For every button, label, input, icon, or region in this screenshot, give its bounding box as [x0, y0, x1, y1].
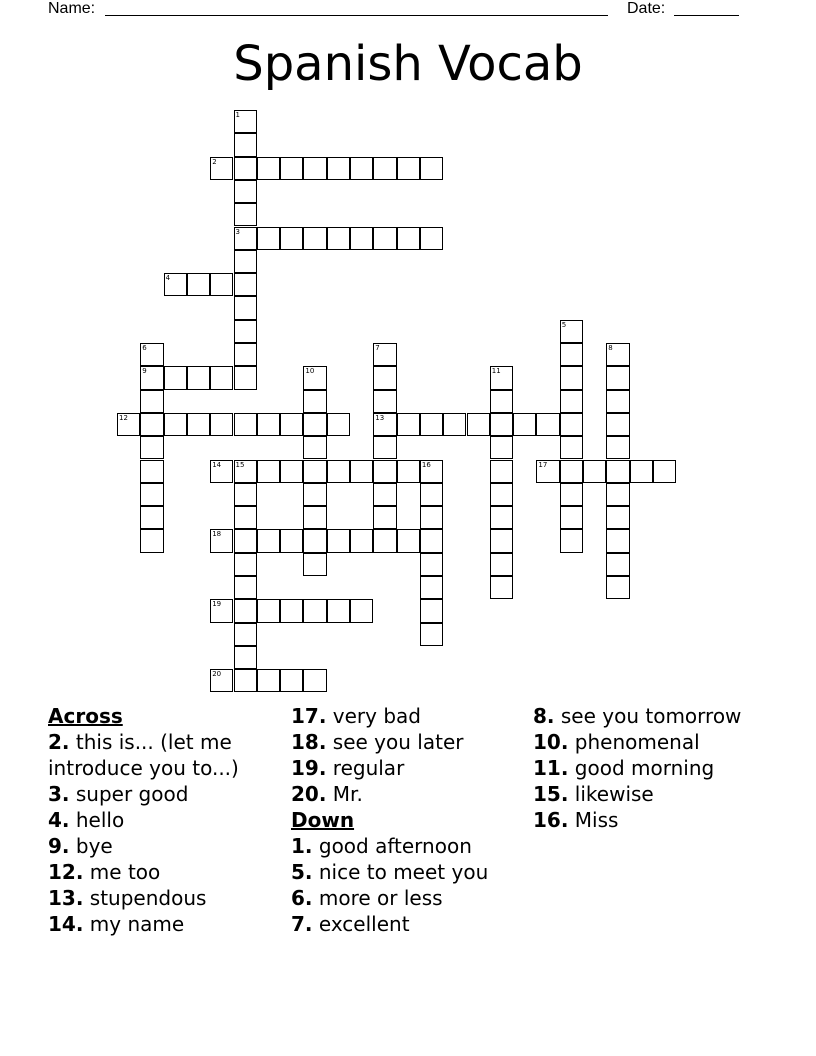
- crossword-cell[interactable]: [373, 343, 396, 366]
- crossword-cell[interactable]: [234, 133, 257, 156]
- crossword-cell[interactable]: [117, 413, 140, 436]
- clue-number: 13: [375, 413, 385, 422]
- crossword-cell[interactable]: [257, 460, 280, 483]
- crossword-cell[interactable]: [187, 366, 210, 389]
- clue-text: phenomenal: [568, 730, 700, 754]
- clue-number: 2: [212, 157, 217, 166]
- crossword-cell[interactable]: [234, 343, 257, 366]
- crossword-cell[interactable]: [164, 413, 187, 436]
- crossword-cell[interactable]: [234, 669, 257, 692]
- crossword-cell[interactable]: [234, 296, 257, 319]
- clue-number: 10: [305, 367, 315, 376]
- crossword-cell[interactable]: [350, 529, 373, 552]
- crossword-cell[interactable]: [373, 436, 396, 459]
- crossword-cell[interactable]: [210, 366, 233, 389]
- crossword-cell[interactable]: [420, 227, 443, 250]
- crossword-cell[interactable]: [234, 483, 257, 506]
- crossword-cell[interactable]: [373, 506, 396, 529]
- crossword-cell[interactable]: [327, 227, 350, 250]
- crossword-cell[interactable]: [606, 366, 629, 389]
- crossword-cell[interactable]: [606, 413, 629, 436]
- crossword-cell[interactable]: [606, 436, 629, 459]
- crossword-cell[interactable]: [164, 366, 187, 389]
- crossword-cell[interactable]: [140, 436, 163, 459]
- clue-text: likewise: [568, 782, 654, 806]
- clue-text: Mr.: [326, 782, 363, 806]
- crossword-cell[interactable]: [234, 599, 257, 622]
- crossword-cell[interactable]: [234, 506, 257, 529]
- crossword-cell[interactable]: [397, 460, 420, 483]
- clue-number-label: 2.: [48, 730, 70, 754]
- crossword-cell[interactable]: [140, 529, 163, 552]
- crossword-cell[interactable]: [280, 599, 303, 622]
- crossword-cell[interactable]: [560, 506, 583, 529]
- crossword-cell[interactable]: [536, 460, 559, 483]
- clue-number-label: 11.: [533, 756, 569, 780]
- crossword-cell[interactable]: [234, 623, 257, 646]
- clue-number: 14: [212, 460, 222, 469]
- crossword-cell[interactable]: [606, 553, 629, 576]
- crossword-cell[interactable]: [140, 413, 163, 436]
- crossword-cell[interactable]: [303, 529, 326, 552]
- crossword-cell[interactable]: [373, 460, 396, 483]
- down-heading: Down: [291, 808, 355, 832]
- crossword-cell[interactable]: [303, 366, 326, 389]
- name-label: Name:: [48, 0, 96, 17]
- crossword-cell[interactable]: [373, 529, 396, 552]
- crossword-cell[interactable]: [187, 413, 210, 436]
- crossword-cell[interactable]: [257, 599, 280, 622]
- crossword-cell[interactable]: [303, 553, 326, 576]
- crossword-cell[interactable]: [257, 529, 280, 552]
- clue-number-label: 6.: [291, 886, 313, 910]
- clue-number: 8: [608, 344, 613, 352]
- clue-number: 4: [165, 274, 171, 283]
- crossword-cell[interactable]: [606, 483, 629, 506]
- clue-item: [291, 729, 536, 755]
- clue-number-label: 10.: [533, 730, 569, 754]
- clue-item: [48, 833, 293, 859]
- clue-item: [291, 885, 536, 911]
- crossword-cell[interactable]: [560, 529, 583, 552]
- crossword-cell[interactable]: [210, 669, 233, 692]
- clue-item: [291, 833, 536, 859]
- clue-text: very bad: [326, 704, 421, 728]
- crossword-cell[interactable]: [560, 483, 583, 506]
- clue-text: regular: [326, 756, 405, 780]
- crossword-cell[interactable]: [630, 460, 653, 483]
- crossword-cell[interactable]: [420, 460, 443, 483]
- crossword-cell[interactable]: [490, 506, 513, 529]
- crossword-cell[interactable]: [583, 460, 606, 483]
- clue-number: 19: [212, 600, 222, 609]
- crossword-cell[interactable]: [234, 180, 257, 203]
- clue-item: [533, 729, 778, 755]
- clue-number: 11: [491, 367, 501, 376]
- crossword-cell[interactable]: [257, 227, 280, 250]
- clue-item: [48, 807, 293, 833]
- crossword-cell[interactable]: [536, 413, 559, 436]
- crossword-cell[interactable]: [257, 413, 280, 436]
- clue-number-label: 20.: [291, 782, 327, 806]
- crossword-cell[interactable]: [420, 576, 443, 599]
- crossword-cell[interactable]: [490, 553, 513, 576]
- clue-number: 9: [142, 367, 147, 376]
- crossword-cell[interactable]: [350, 227, 373, 250]
- crossword-cell[interactable]: [187, 273, 210, 296]
- clue-text: super good: [69, 782, 189, 806]
- clue-text: Miss: [568, 808, 619, 832]
- crossword-cell[interactable]: [490, 390, 513, 413]
- clue-column-3: [533, 703, 778, 833]
- crossword-cell[interactable]: [373, 483, 396, 506]
- crossword-cell[interactable]: [234, 460, 257, 483]
- clue-item: [291, 755, 536, 781]
- crossword-cell[interactable]: [140, 390, 163, 413]
- crossword-cell[interactable]: [140, 506, 163, 529]
- crossword-cell[interactable]: [397, 529, 420, 552]
- crossword-cell[interactable]: [606, 343, 629, 366]
- across-heading: Across: [48, 704, 123, 728]
- clue-item: [533, 703, 778, 729]
- crossword-cell[interactable]: [303, 157, 326, 180]
- crossword-cell[interactable]: [606, 529, 629, 552]
- clue-number-label: 8.: [533, 704, 555, 728]
- crossword-cell[interactable]: [350, 460, 373, 483]
- crossword-cell[interactable]: [280, 460, 303, 483]
- crossword-cell[interactable]: [140, 366, 163, 389]
- crossword-cell[interactable]: [210, 529, 233, 552]
- crossword-cell[interactable]: [327, 413, 350, 436]
- clue-text: see you later: [326, 730, 464, 754]
- crossword-cell[interactable]: [327, 157, 350, 180]
- clue-text: nice to meet you: [312, 860, 489, 884]
- crossword-cell[interactable]: [327, 460, 350, 483]
- date-label: Date:: [627, 0, 666, 17]
- crossword-cell[interactable]: [443, 413, 466, 436]
- crossword-cell[interactable]: [303, 460, 326, 483]
- crossword-cell[interactable]: [373, 366, 396, 389]
- clue-item: [533, 781, 778, 807]
- crossword-cell[interactable]: [373, 413, 396, 436]
- crossword-cell[interactable]: [303, 599, 326, 622]
- crossword-cell[interactable]: [490, 366, 513, 389]
- clue-item: [291, 781, 536, 807]
- crossword-cell[interactable]: [373, 390, 396, 413]
- crossword-cell[interactable]: [606, 390, 629, 413]
- clue-text: more or less: [312, 886, 443, 910]
- clue-item: [533, 807, 778, 833]
- crossword-cell[interactable]: [397, 157, 420, 180]
- crossword-cell[interactable]: [653, 460, 676, 483]
- crossword-cell[interactable]: [234, 553, 257, 576]
- clue-number: 17: [538, 460, 548, 469]
- crossword-cell[interactable]: [327, 599, 350, 622]
- clue-number: 18: [212, 530, 222, 539]
- clue-number-label: 14.: [48, 912, 84, 936]
- crossword-cell[interactable]: [234, 157, 257, 180]
- clue-number: 5: [561, 320, 567, 329]
- clue-number-label: 7.: [291, 912, 313, 936]
- clue-number: 6: [142, 344, 147, 352]
- clue-item: [48, 911, 293, 937]
- crossword-cell[interactable]: [420, 157, 443, 180]
- crossword-cell[interactable]: [560, 390, 583, 413]
- crossword-cell[interactable]: [490, 413, 513, 436]
- crossword-cell[interactable]: [257, 157, 280, 180]
- crossword-cell[interactable]: [420, 599, 443, 622]
- crossword-cell[interactable]: [373, 227, 396, 250]
- crossword-cell[interactable]: [327, 529, 350, 552]
- crossword-cell[interactable]: [560, 366, 583, 389]
- clue-number-label: 12.: [48, 860, 84, 884]
- crossword-cell[interactable]: [490, 576, 513, 599]
- clue-number-label: 16.: [533, 808, 569, 832]
- crossword-cell[interactable]: [560, 343, 583, 366]
- crossword-cell[interactable]: [234, 110, 257, 133]
- crossword-cell[interactable]: [164, 273, 187, 296]
- crossword-cell[interactable]: [420, 413, 443, 436]
- crossword-cell[interactable]: [234, 273, 257, 296]
- clue-number-label: 17.: [291, 704, 327, 728]
- crossword-cell[interactable]: [560, 436, 583, 459]
- crossword-cell[interactable]: [467, 413, 490, 436]
- clue-number-label: 1.: [291, 834, 313, 858]
- clue-number: 3: [235, 227, 240, 236]
- crossword-cell[interactable]: [234, 250, 257, 273]
- crossword-cell[interactable]: [234, 320, 257, 343]
- crossword-cell[interactable]: [234, 203, 257, 226]
- crossword-cell[interactable]: [560, 413, 583, 436]
- clue-text: good afternoon: [312, 834, 472, 858]
- crossword-cell[interactable]: [210, 273, 233, 296]
- crossword-cell[interactable]: [420, 483, 443, 506]
- crossword-cell[interactable]: [397, 227, 420, 250]
- crossword-cell[interactable]: [234, 576, 257, 599]
- crossword-cell[interactable]: [234, 366, 257, 389]
- crossword-cell[interactable]: [490, 460, 513, 483]
- crossword-cell[interactable]: [303, 390, 326, 413]
- crossword-cell[interactable]: [560, 320, 583, 343]
- clue-item: [291, 703, 536, 729]
- crossword-cell[interactable]: [420, 529, 443, 552]
- crossword-cell[interactable]: [280, 227, 303, 250]
- crossword-cell[interactable]: [303, 483, 326, 506]
- crossword-cell[interactable]: [560, 460, 583, 483]
- clue-number: 20: [212, 670, 222, 679]
- clue-text: stupendous: [83, 886, 207, 910]
- crossword-cell[interactable]: [234, 413, 257, 436]
- crossword-cell[interactable]: [606, 506, 629, 529]
- clue-number-label: 4.: [48, 808, 70, 832]
- crossword-cell[interactable]: [140, 343, 163, 366]
- crossword-cell[interactable]: [303, 227, 326, 250]
- crossword-cell[interactable]: [234, 646, 257, 669]
- clue-number-label: 19.: [291, 756, 327, 780]
- crossword-cell[interactable]: [140, 483, 163, 506]
- crossword-cell[interactable]: [234, 227, 257, 250]
- clue-number-label: 13.: [48, 886, 84, 910]
- clue-column-2: [291, 703, 536, 937]
- crossword-cell[interactable]: [606, 576, 629, 599]
- crossword-cell[interactable]: [303, 669, 326, 692]
- crossword-cell[interactable]: [303, 506, 326, 529]
- crossword-cell[interactable]: [606, 460, 629, 483]
- clue-number: 16: [421, 460, 431, 469]
- crossword-cell[interactable]: [397, 413, 420, 436]
- crossword-cell[interactable]: [420, 623, 443, 646]
- clue-item: [48, 859, 293, 885]
- clue-number: 15: [235, 460, 245, 469]
- crossword-cell[interactable]: [420, 506, 443, 529]
- clue-number: 1: [235, 111, 240, 119]
- clue-number: 7: [375, 344, 380, 352]
- crossword-cell[interactable]: [513, 413, 536, 436]
- clue-number-label: 9.: [48, 834, 70, 858]
- clue-number-label: 5.: [291, 860, 313, 884]
- crossword-cell[interactable]: [350, 157, 373, 180]
- clue-number: 12: [119, 413, 128, 422]
- clue-number-label: 15.: [533, 782, 569, 806]
- crossword-cell[interactable]: [490, 529, 513, 552]
- clue-item: [291, 911, 536, 937]
- clue-text: bye: [69, 834, 113, 858]
- clue-number-label: 3.: [48, 782, 70, 806]
- crossword-cell[interactable]: [280, 669, 303, 692]
- crossword-cell[interactable]: [210, 599, 233, 622]
- crossword-cell[interactable]: [280, 529, 303, 552]
- clue-text: hello: [69, 808, 125, 832]
- page-title: Spanish Vocab: [233, 36, 583, 92]
- crossword-cell[interactable]: [257, 669, 280, 692]
- crossword-cell[interactable]: [303, 436, 326, 459]
- clue-item: [48, 885, 293, 911]
- clue-text: this is... (let me introduce you to...): [48, 730, 239, 780]
- crossword-cell[interactable]: [490, 483, 513, 506]
- clue-text: my name: [83, 912, 185, 936]
- crossword-cell[interactable]: [420, 553, 443, 576]
- clue-text: see you tomorrow: [554, 704, 742, 728]
- crossword-cell[interactable]: [350, 599, 373, 622]
- crossword-cell[interactable]: [373, 157, 396, 180]
- clue-text: me too: [83, 860, 161, 884]
- clue-item: [48, 729, 293, 781]
- clue-column-1: [48, 703, 293, 937]
- crossword-cell[interactable]: [210, 413, 233, 436]
- crossword-cell[interactable]: [280, 157, 303, 180]
- clue-number-label: 18.: [291, 730, 327, 754]
- clue-item: [48, 781, 293, 807]
- crossword-cell[interactable]: [280, 413, 303, 436]
- crossword-cell[interactable]: [140, 460, 163, 483]
- crossword-cell[interactable]: [490, 436, 513, 459]
- crossword-cell[interactable]: [234, 529, 257, 552]
- clue-item: [533, 755, 778, 781]
- clue-item: [291, 859, 536, 885]
- clue-text: excellent: [312, 912, 410, 936]
- crossword-cell[interactable]: [303, 413, 326, 436]
- crossword-cell[interactable]: [210, 157, 233, 180]
- crossword-cell[interactable]: [210, 460, 233, 483]
- clue-text: good morning: [568, 756, 715, 780]
